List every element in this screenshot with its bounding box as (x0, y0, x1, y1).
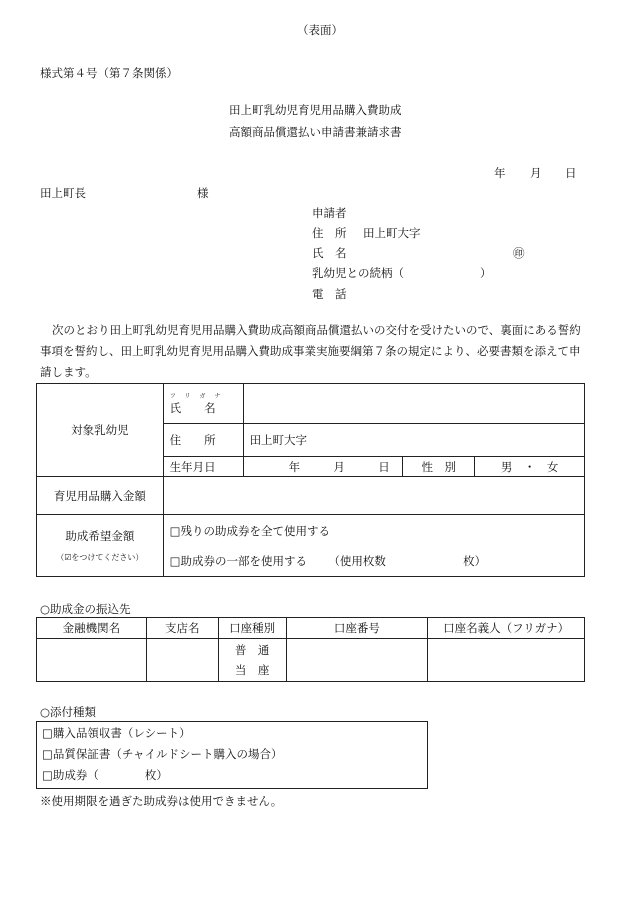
account-type-current: 当 座 (234, 663, 270, 677)
attachments-box (36, 721, 428, 789)
date-month-label: 月 (530, 166, 542, 180)
infant-address-label-cell (163, 424, 243, 457)
bank-col-account-type: 口座種別 (218, 618, 286, 639)
request-options-cell (163, 515, 584, 577)
birth-month-label: 月 (333, 459, 345, 474)
expiry-note: ※使用期限を過ぎた助成券は使用できません。 (40, 794, 283, 808)
purchase-amount-field[interactable] (163, 477, 584, 515)
sex-options-cell[interactable] (475, 457, 585, 477)
birthdate-label-cell (163, 457, 243, 477)
purchase-amount-label-cell (37, 477, 164, 515)
birthdate-field[interactable] (243, 457, 403, 477)
bank-account-number-field[interactable] (286, 639, 428, 682)
date-year-label: 年 (494, 166, 506, 180)
seal-mark: ㊞ (513, 246, 525, 260)
birthdate-label: 生年月日 (169, 459, 216, 474)
infant-name-field[interactable] (243, 384, 584, 424)
request-amount-note: （☑をつけてください） (56, 553, 144, 562)
option-part-count-label: （使用枚数 (328, 553, 386, 568)
option-use-all[interactable]: □残りの助成券を全て使用する (169, 523, 331, 538)
bank-col-account-number: 口座番号 (286, 618, 428, 639)
option-part-unit-label: 枚） (463, 553, 487, 568)
relation-label: 乳幼児との続柄（ (312, 266, 404, 280)
bank-account-type-field[interactable] (218, 639, 286, 682)
birth-day-label: 日 (378, 459, 390, 474)
applicant-phone-label: 電 話 (312, 287, 347, 301)
bank-col-branch: 支店名 (146, 618, 218, 639)
sex-label-cell (403, 457, 475, 477)
honorific: 様 (197, 186, 209, 200)
birth-year-label: 年 (288, 459, 301, 474)
declaration-text: 次のとおり田上町乳幼児育児用品購入費助成高額商品償還払いの交付を受けたいので、裏面にある誓約事項を誓約し、田上町乳幼児育児用品購入費助成事業実施要綱第７条の規定により、必要書類を添えて申請します。 (40, 323, 581, 379)
attachment-warranty[interactable]: □品質保証書（チャイルドシート購入の場合） (42, 747, 283, 761)
infant-label: 対象乳幼児 (71, 423, 129, 437)
account-type-ordinary: 普 通 (234, 643, 270, 657)
attachment-receipt[interactable]: □購入品領収書（レシート） (42, 726, 191, 740)
request-amount-label: 助成希望金額 (65, 529, 135, 543)
bank-col-institution: 金融機関名 (37, 618, 147, 639)
furigana-label: フリガナ (169, 393, 230, 400)
applicant-address-label: 住 所 (312, 226, 347, 240)
applicant-heading: 申請者 (312, 206, 347, 220)
applicant-name-label: 氏 名 (312, 246, 347, 260)
request-amount-label-cell (37, 515, 164, 577)
infant-name-label-cell (163, 384, 243, 424)
bank-institution-field[interactable] (37, 639, 147, 682)
purchase-amount-label: 育児用品購入金額 (53, 488, 146, 503)
infant-name-label: 氏 名 (169, 401, 216, 415)
bank-heading: ○助成金の振込先 (40, 602, 131, 616)
option-use-part-row (170, 546, 578, 576)
applicant-address-value: 田上町大字 (363, 226, 421, 240)
sex-label: 性 別 (421, 459, 456, 474)
relation-close: ） (480, 266, 492, 280)
infant-label-cell (37, 384, 164, 477)
title-line-1: 田上町乳幼児育児用品購入費助成 (229, 103, 402, 117)
attachment-coupon[interactable]: □助成券（ 枚） (42, 768, 168, 782)
date-day-label: 日 (565, 166, 577, 180)
addressee: 田上町長 (40, 186, 86, 200)
infant-info-table (36, 383, 585, 577)
bank-account-holder-field[interactable] (428, 639, 585, 682)
infant-address-field[interactable] (243, 424, 584, 457)
option-use-part[interactable]: □助成券の一部を使用する (169, 553, 308, 568)
title-line-2: 高額商品償還払い申請書兼請求書 (229, 125, 402, 139)
form-number: 様式第４号（第７条関係） (40, 66, 178, 80)
bank-table (36, 617, 585, 682)
infant-address-label: 住 所 (169, 433, 216, 447)
sex-options: 男 ・ 女 (500, 459, 559, 474)
attachments-heading: ○添付種類 (40, 705, 97, 719)
bank-col-account-holder: 口座名義人（フリガナ） (428, 618, 585, 639)
infant-address-value: 田上町大字 (249, 433, 308, 447)
bank-branch-field[interactable] (146, 639, 218, 682)
page-side-label: （表面） (297, 23, 343, 37)
